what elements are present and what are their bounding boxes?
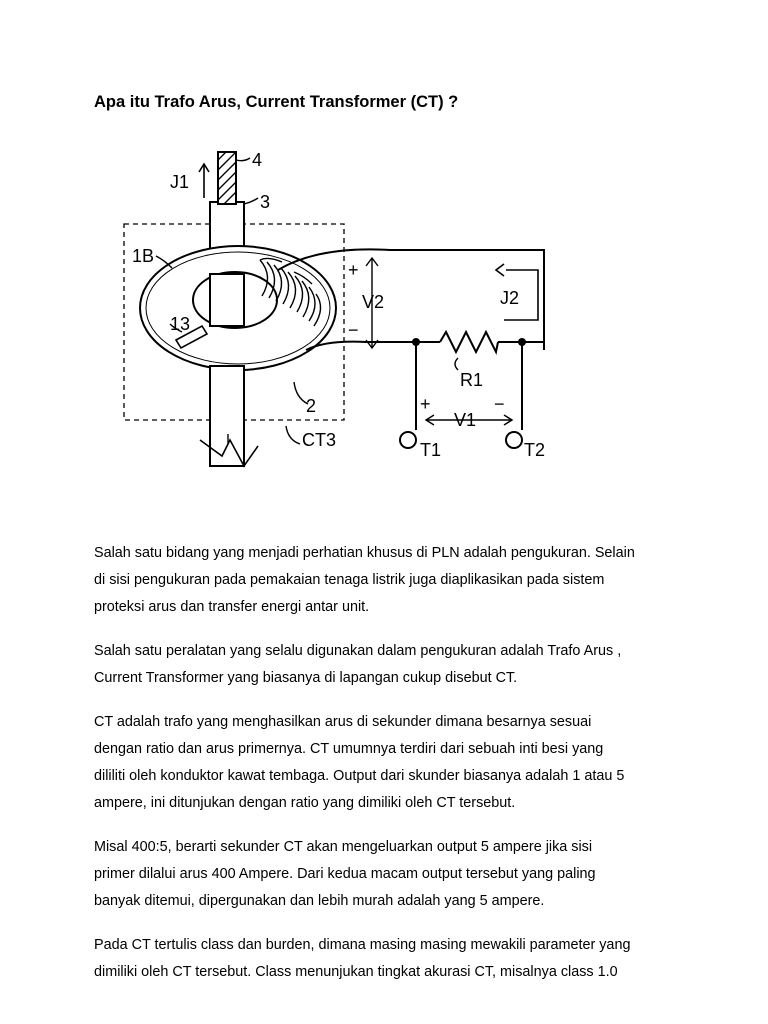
secondary-bottom-lead [306,342,416,350]
node-dot-right [518,338,526,346]
text-line: di sisi pengukuran pada pemakaian tenaga listrik juga diaplikasikan pada sistem [94,572,605,588]
page-title: Apa itu Trafo Arus, Current Transformer (CT) ? [94,93,459,111]
label-v2-plus: + [348,260,359,280]
ct-diagram-svg [110,140,570,480]
label-13: 13 [170,314,191,334]
resistor-r1 [440,332,498,352]
text-line: banyak ditemui, dipergunakan dan lebih murah adalah yang 5 ampere. [94,893,545,909]
text-line: CT adalah trafo yang menghasilkan arus di sekunder dimana besarnya sesuai [94,714,592,730]
label-4: 4 [252,150,263,170]
paragraph [94,932,694,986]
label-v2: V2 [362,292,385,312]
paragraph [94,834,694,915]
label-1b: 1B [132,246,155,266]
text-line: dililiti oleh konduktor kawat tembaga. Output dari skunder biasanya adalah 1 atau 5 [94,768,625,784]
label-v1: V1 [454,410,477,430]
label-t1: T1 [420,440,442,460]
label-v1-plus: + [420,394,431,414]
label-j2: J2 [500,288,520,308]
text-line: primer dilalui arus 400 Ampere. Dari kedua macam output tersebut yang paling [94,866,596,882]
label-t2: T2 [524,440,546,460]
text-line: Salah satu peralatan yang selalu digunakan dalam pengukuran adalah Trafo Arus , [94,643,622,659]
text-line: proteksi arus dan transfer energi antar unit. [94,599,370,615]
text-line: Pada CT tertulis class dan burden, dimana masing masing mewakili parameter yang [94,937,631,953]
label-v2-minus: − [348,320,359,340]
text-line: dengan ratio dan arus primernya. CT umumnya terdiri dari sebuah inti besi yang [94,741,604,757]
label-3: 3 [260,192,271,212]
label-2: 2 [306,396,317,416]
terminal-t1 [400,432,416,448]
current-transformer-diagram [110,140,570,480]
text-line: dimiliki oleh CT tersebut. Class menunjukan tingkat akurasi CT, misalnya class 1.0 [94,964,618,980]
text-line: ampere, ini ditunjukan dengan ratio yang dimiliki oleh CT tersebut. [94,795,516,811]
label-v1-minus: − [494,394,505,414]
paragraph [94,709,694,817]
paragraph [94,638,694,692]
label-j1: J1 [170,172,190,192]
text-line: Salah satu bidang yang menjadi perhatian khusus di PLN adalah pengukuran. Selain [94,545,635,561]
text-line: Current Transformer yang biasanya di lapangan cukup disebut CT. [94,670,518,686]
terminal-t2 [506,432,522,448]
label-r1: R1 [460,370,484,390]
node-dot-left [412,338,420,346]
text-line: Misal 400:5, berarti sekunder CT akan mengeluarkan output 5 ampere jika sisi [94,839,593,855]
primary-bar-through [210,274,244,326]
paragraph [94,540,694,621]
label-ct3: CT3 [302,430,337,450]
article-body [94,540,694,1003]
